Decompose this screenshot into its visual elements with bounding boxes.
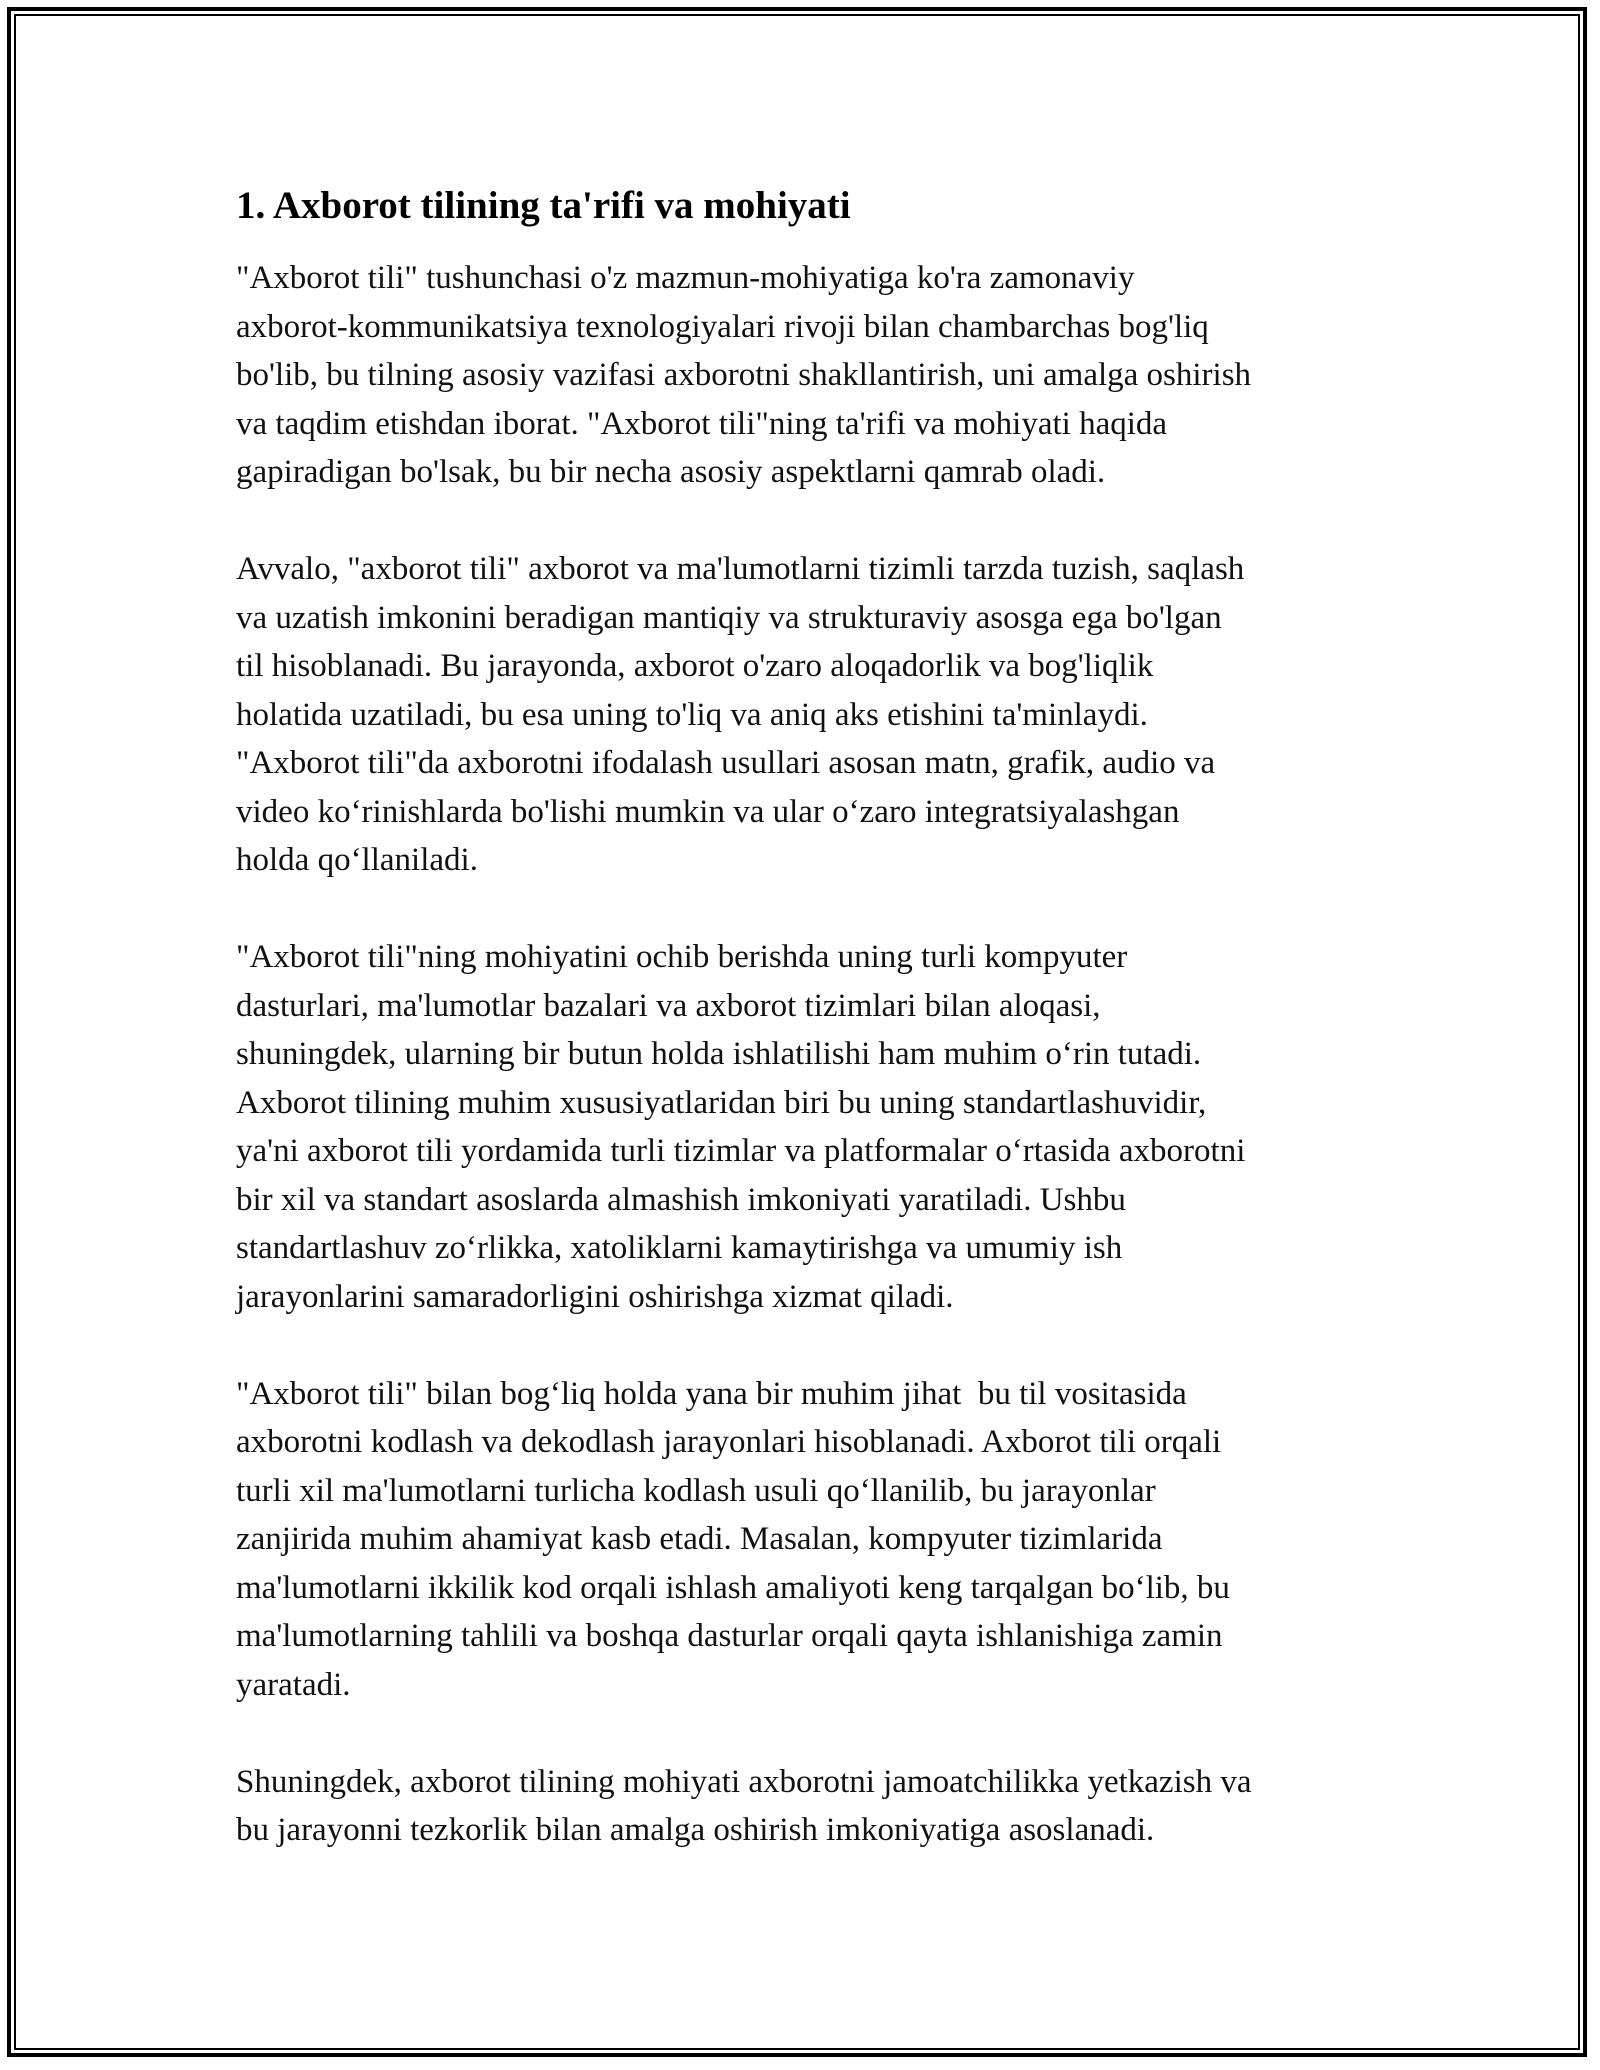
paragraph-line: axborotni kodlash va dekodlash jarayonlari hisoblanadi. Axborot tili orqali <box>236 1424 1222 1460</box>
paragraph-3 <box>236 933 1376 1321</box>
paragraph-line: zanjirida muhim ahamiyat kasb etadi. Masalan, kompyuter tizimlarida <box>236 1521 1163 1557</box>
paragraph-line: axborot-kommunikatsiya texnologiyalari rivoji bilan chambarchas bog'liq <box>236 308 1209 345</box>
paragraph-4 <box>236 1370 1376 1710</box>
paragraph-5 <box>236 1758 1376 1855</box>
paragraph-line: Shuningdek, axborot tilining mohiyati axborotni jamoatchilikka yetkazish va <box>236 1763 1252 1800</box>
paragraph-line: gapiradigan bo'lsak, bu bir necha asosiy aspektlarni qamrab oladi. <box>236 454 1106 490</box>
paragraph-line: shuningdek, ularning bir butun holda ishlatilishi ham muhim o‘rin tutadi. <box>236 1036 1202 1072</box>
paragraph-line: ya'ni axborot tili yordamida turli tizimlar va platformalar o‘rtasida axborotni <box>236 1133 1246 1169</box>
paragraph-line: bo'lib, bu tilning asosiy vazifasi axborotni shakllantirish, uni amalga oshirish <box>236 357 1252 393</box>
paragraph-line: ma'lumotlarning tahlili va boshqa dasturlar orqali qayta ishlanishiga zamin <box>236 1618 1223 1654</box>
paragraph-line: Avvalo, "axborot tili" axborot va ma'lumotlarni tizimli tarzda tuzish, saqlash <box>236 551 1245 587</box>
paragraph-line: standartlashuv zo‘rlikka, xatoliklarni kamaytirishga va umumiy ish <box>236 1230 1123 1266</box>
paragraph-line: yaratadi. <box>236 1666 351 1703</box>
paragraph-1 <box>236 254 1376 497</box>
paragraph-line: video ko‘rinishlarda bo'lishi mumkin va ular o‘zaro integratsiyalashgan <box>236 793 1180 830</box>
paragraph-line: va taqdim etishdan iborat. "Axborot tili"ning ta'rifi va mohiyati haqida <box>236 405 1168 442</box>
paragraph-2 <box>236 545 1376 885</box>
paragraph-line: bir xil va standart asoslarda almashish imkoniyati yaratiladi. Ushbu <box>236 1181 1126 1218</box>
paragraph-line: ma'lumotlarni ikkilik kod orqali ishlash amaliyoti keng tarqalgan bo‘lib, bu <box>236 1569 1230 1606</box>
paragraph-line: "Axborot tili" bilan bog‘liq holda yana bir muhim jihat bu til vositasida <box>236 1375 1187 1412</box>
document-body <box>236 182 1376 1903</box>
paragraph-line: turli xil ma'lumotlarni turlicha kodlash usuli qo‘llanilib, bu jarayonlar <box>236 1472 1156 1509</box>
section-heading: 1. Axborot tilining ta'rifi va mohiyati <box>236 184 851 227</box>
paragraph-line: "Axborot tili" tushunchasi o'z mazmun-mohiyatiga ko'ra zamonaviy <box>236 260 1135 296</box>
paragraph-line: holatida uzatiladi, bu esa uning to'liq va aniq aks etishini ta'minlaydi. <box>236 696 1148 733</box>
paragraph-line: dasturlari, ma'lumotlar bazalari va axborot tizimlari bilan aloqasi, <box>236 987 1101 1024</box>
paragraph-line: Axborot tilining muhim xususiyatlaridan biri bu uning standartlashuvidir, <box>236 1084 1207 1121</box>
paragraph-line: "Axborot tili"da axborotni ifodalash usullari asosan matn, grafik, audio va <box>236 745 1216 781</box>
paragraph-line: jarayonlarini samaradorligini oshirishga xizmat qiladi. <box>236 1278 954 1315</box>
paragraph-line: bu jarayonni tezkorlik bilan amalga oshirish imkoniyatiga asoslanadi. <box>236 1812 1155 1848</box>
paragraph-line: til hisoblanadi. Bu jarayonda, axborot o'zaro aloqadorlik va bog'liqlik <box>236 648 1154 684</box>
paragraph-line: "Axborot tili"ning mohiyatini ochib berishda uning turli kompyuter <box>236 939 1128 975</box>
paragraph-line: va uzatish imkonini beradigan mantiqiy va strukturaviy asosga ega bo'lgan <box>236 599 1222 636</box>
paragraph-line: holda qo‘llaniladi. <box>236 842 478 878</box>
